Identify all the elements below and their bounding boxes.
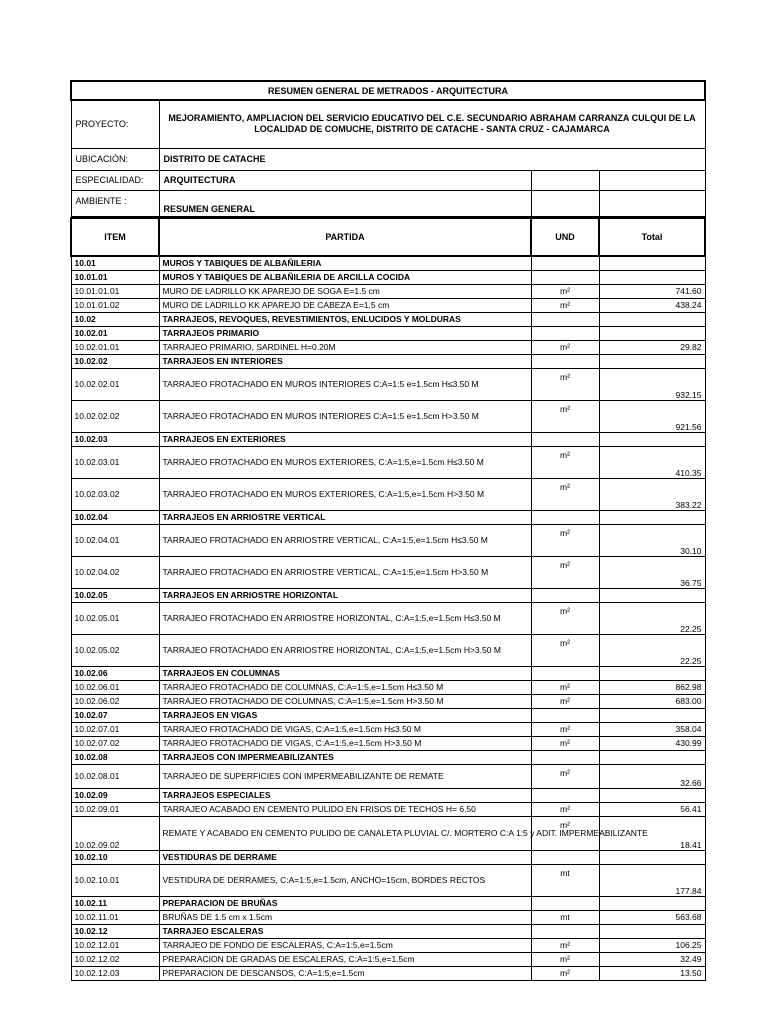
und-cell: m² <box>531 938 599 952</box>
total-cell <box>599 588 705 602</box>
und-cell: m² <box>531 400 599 432</box>
item-cell: 10.02.05.02 <box>71 634 159 666</box>
item-cell: 10.02.08.01 <box>71 764 159 788</box>
table-row <box>71 524 705 556</box>
total-cell: 36.75 <box>599 556 705 588</box>
item-cell: 10.02.04 <box>71 510 159 524</box>
partida-cell: TARRAJEOS EN INTERIORES <box>159 354 531 368</box>
partida-cell: TARRAJEOS EN COLUMNAS <box>159 666 531 680</box>
table-row <box>71 764 705 788</box>
und-cell: m² <box>531 368 599 400</box>
table-header-row <box>71 218 705 256</box>
item-cell: 10.02.09.02 <box>71 816 159 850</box>
und-cell: m² <box>531 446 599 478</box>
table-row <box>71 368 705 400</box>
section-row <box>71 708 705 722</box>
partida-cell: TARRAJEOS, REVOQUES, REVESTIMIENTOS, ENLUCIDOS Y MOLDURAS <box>159 312 531 326</box>
item-cell: 10.02.09 <box>71 788 159 802</box>
partida-cell: TARRAJEO FROTACHADO DE COLUMNAS, C:A=1:5,e=1.5cm H>3.50 M <box>159 694 531 708</box>
und-cell: m² <box>531 694 599 708</box>
table-row <box>71 816 705 850</box>
total-cell <box>599 432 705 446</box>
table-row <box>71 680 705 694</box>
partida-cell: MUROS Y TABIQUES DE ALBAÑILERIA <box>159 256 531 271</box>
und-cell: m² <box>531 298 599 312</box>
total-cell: 177.84 <box>599 864 705 896</box>
section-row <box>71 326 705 340</box>
und-cell: m² <box>531 722 599 736</box>
section-row <box>71 788 705 802</box>
partida-cell: TARRAJEO FROTACHADO EN ARRIOSTRE HORIZONTAL, C:A=1:5,e=1.5cm H≤3.50 M <box>159 602 531 634</box>
total-cell: 683.00 <box>599 694 705 708</box>
partida-cell: TARRAJEO DE FONDO DE ESCALERAS, C:A=1:5,e=1.5cm <box>159 938 531 952</box>
partida-cell: MUROS Y TABIQUES DE ALBAÑILERIA DE ARCILLA COCIDA <box>159 270 531 284</box>
total-cell: 932.15 <box>599 368 705 400</box>
partida-cell: TARRAJEO FROTACHADO EN MUROS EXTERIORES, C:A=1:5,e=1.5cm H≤3.50 M <box>159 446 531 478</box>
total-cell <box>599 708 705 722</box>
und-cell <box>531 326 599 340</box>
und-cell: m² <box>531 966 599 980</box>
partida-cell: TARRAJEO FROTACHADO EN MUROS EXTERIORES, C:A=1:5,e=1.5cm H>3.50 M <box>159 478 531 510</box>
und-cell: m² <box>531 478 599 510</box>
total-cell: 563.68 <box>599 910 705 924</box>
table-row <box>71 910 705 924</box>
und-cell <box>531 896 599 910</box>
und-cell: m² <box>531 952 599 966</box>
item-cell: 10.02.08 <box>71 750 159 764</box>
total-cell <box>599 788 705 802</box>
und-cell: m² <box>531 602 599 634</box>
total-cell <box>599 510 705 524</box>
table-row <box>71 938 705 952</box>
item-cell: 10.01.01 <box>71 270 159 284</box>
item-cell: 10.02.02 <box>71 354 159 368</box>
und-cell <box>531 588 599 602</box>
total-cell <box>599 850 705 864</box>
item-cell: 10.02.01.01 <box>71 340 159 354</box>
section-row <box>71 850 705 864</box>
table-row <box>71 400 705 432</box>
partida-cell: TARRAJEOS EN ARRIOSTRE HORIZONTAL <box>159 588 531 602</box>
table-row <box>71 802 705 816</box>
partida-cell: TARRAJEO FROTACHADO DE COLUMNAS, C:A=1:5,e=1.5cm H≤3.50 M <box>159 680 531 694</box>
und-cell: m² <box>531 764 599 788</box>
proyecto-label: PROYECTO: <box>71 100 159 148</box>
partida-cell: TARRAJEO FROTACHADO DE VIGAS, C:A=1:5,e=1.5cm H>3.50 M <box>159 736 531 750</box>
metrados-sheet <box>70 80 704 981</box>
total-cell <box>599 354 705 368</box>
section-row <box>71 312 705 326</box>
partida-cell: REMATE Y ACABADO EN CEMENTO PULIDO DE CANALETA PLUVIAL C/. MORTERO C:A 1:5 y ADIT. IMPERMEABILIZANTE <box>159 816 531 850</box>
partida-cell: TARRAJEOS EN VIGAS <box>159 708 531 722</box>
partida-cell: TARRAJEO DE SUPERFICIES CON IMPERMEABILIZANTE DE REMATE <box>159 764 531 788</box>
item-cell: 10.02.07 <box>71 708 159 722</box>
item-cell: 10.02.07.01 <box>71 722 159 736</box>
item-cell: 10.02.02.02 <box>71 400 159 432</box>
und-cell <box>531 432 599 446</box>
table-row <box>71 298 705 312</box>
item-cell: 10.02.12.03 <box>71 966 159 980</box>
und-cell: m² <box>531 524 599 556</box>
item-cell: 10.02.12 <box>71 924 159 938</box>
und-cell <box>531 708 599 722</box>
col-und-header: UND <box>531 218 599 256</box>
section-row <box>71 896 705 910</box>
table-row <box>71 864 705 896</box>
item-cell: 10.02.12.01 <box>71 938 159 952</box>
total-cell: 13.50 <box>599 966 705 980</box>
item-cell: 10.02.02.01 <box>71 368 159 400</box>
table-row <box>71 478 705 510</box>
item-cell: 10.02.06.01 <box>71 680 159 694</box>
item-cell: 10.02.03.02 <box>71 478 159 510</box>
col-total-header: Total <box>599 218 705 256</box>
partida-cell: TARRAJEO ACABADO EN CEMENTO PULIDO EN FRISOS DE TECHOS H= 6.50 <box>159 802 531 816</box>
total-cell: 18.41 <box>599 816 705 850</box>
partida-cell: TARRAJEO FROTACHADO EN ARRIOSTRE HORIZONTAL, C:A=1:5,e=1.5cm H>3.50 M <box>159 634 531 666</box>
ubicacion-label: UBICACIÓN: <box>71 148 159 170</box>
und-cell: m² <box>531 634 599 666</box>
partida-cell: TARRAJEOS ESPECIALES <box>159 788 531 802</box>
partida-cell: TARRAJEOS EN ARRIOSTRE VERTICAL <box>159 510 531 524</box>
partida-cell: PREPARACION DE DESCANSOS, C:A=1:5,e=1.5cm <box>159 966 531 980</box>
und-cell: m² <box>531 736 599 750</box>
und-cell: m² <box>531 340 599 354</box>
und-cell: mt <box>531 864 599 896</box>
und-cell <box>531 666 599 680</box>
item-cell: 10.02.10.01 <box>71 864 159 896</box>
partida-cell: VESTIDURA DE DERRAMES, C:A=1:5,e=1.5cm, ANCHO=15cm, BORDES RECTOS <box>159 864 531 896</box>
empty-cell <box>599 190 705 216</box>
partida-cell: TARRAJEO ESCALERAS <box>159 924 531 938</box>
table-row <box>71 556 705 588</box>
partida-cell: TARRAJEO FROTACHADO DE VIGAS, C:A=1:5,e=1.5cm H≤3.50 M <box>159 722 531 736</box>
und-cell <box>531 256 599 271</box>
und-cell <box>531 270 599 284</box>
total-cell: 30.10 <box>599 524 705 556</box>
partida-cell: MURO DE LADRILLO KK APAREJO DE SOGA E=1.5 cm <box>159 284 531 298</box>
und-cell <box>531 510 599 524</box>
item-cell: 10.02.04.01 <box>71 524 159 556</box>
especialidad-value: ARQUITECTURA <box>159 170 531 190</box>
partida-cell: PREPARACION DE BRUÑAS <box>159 896 531 910</box>
ambiente-label: AMBIENTE : <box>71 190 159 216</box>
item-cell: 10.02.03 <box>71 432 159 446</box>
total-cell: 741.60 <box>599 284 705 298</box>
ubicacion-value: DISTRITO DE CATACHE <box>159 148 705 170</box>
total-cell <box>599 326 705 340</box>
section-row <box>71 432 705 446</box>
table-row <box>71 284 705 298</box>
total-cell: 410.35 <box>599 446 705 478</box>
item-cell: 10.02.11 <box>71 896 159 910</box>
partida-cell: TARRAJEO FROTACHADO EN MUROS INTERIORES C:A=1:5 e=1.5cm H>3.50 M <box>159 400 531 432</box>
total-cell: 32.49 <box>599 952 705 966</box>
total-cell: 383.22 <box>599 478 705 510</box>
table-row <box>71 340 705 354</box>
section-row <box>71 666 705 680</box>
header-table <box>70 80 706 217</box>
table-row <box>71 694 705 708</box>
ambiente-value: RESUMEN GENERAL <box>159 190 531 216</box>
item-cell: 10.02.01 <box>71 326 159 340</box>
item-cell: 10.02.10 <box>71 850 159 864</box>
total-cell <box>599 896 705 910</box>
partida-cell: TARRAJEOS CON IMPERMEABILIZANTES <box>159 750 531 764</box>
col-partida-header: PARTIDA <box>159 218 531 256</box>
total-cell: 438.24 <box>599 298 705 312</box>
item-cell: 10.02.09.01 <box>71 802 159 816</box>
item-cell: 10.02.03.01 <box>71 446 159 478</box>
partida-cell: TARRAJEO PRIMARIO, SARDINEL H=0.20M <box>159 340 531 354</box>
partida-cell: VESTIDURAS DE DERRAME <box>159 850 531 864</box>
und-cell <box>531 788 599 802</box>
partida-cell: TARRAJEO FROTACHADO EN MUROS INTERIORES C:A=1:5 e=1.5cm H≤3.50 M <box>159 368 531 400</box>
empty-cell <box>531 190 599 216</box>
section-row <box>71 924 705 938</box>
table-row <box>71 722 705 736</box>
table-row <box>71 446 705 478</box>
und-cell <box>531 924 599 938</box>
item-cell: 10.02.06 <box>71 666 159 680</box>
total-cell <box>599 666 705 680</box>
partida-cell: TARRAJEOS EN EXTERIORES <box>159 432 531 446</box>
total-cell: 22.25 <box>599 602 705 634</box>
item-cell: 10.01.01.02 <box>71 298 159 312</box>
item-cell: 10.02.11.01 <box>71 910 159 924</box>
especialidad-label: ESPECIALIDAD: <box>71 170 159 190</box>
total-cell: 862.98 <box>599 680 705 694</box>
table-body <box>71 256 705 981</box>
table-row <box>71 966 705 980</box>
section-row <box>71 256 705 271</box>
total-cell: 358.04 <box>599 722 705 736</box>
total-cell: 32.66 <box>599 764 705 788</box>
empty-cell <box>599 170 705 190</box>
table-row <box>71 634 705 666</box>
und-cell <box>531 850 599 864</box>
table-row <box>71 736 705 750</box>
total-cell <box>599 270 705 284</box>
partida-cell: TARRAJEO FROTACHADO EN ARRIOSTRE VERTICAL, C:A=1:5,e=1.5cm H>3.50 M <box>159 556 531 588</box>
section-row <box>71 354 705 368</box>
und-cell <box>531 312 599 326</box>
total-cell <box>599 312 705 326</box>
section-row <box>71 270 705 284</box>
partida-cell: PREPARACION DE GRADAS DE ESCALERAS, C:A=1:5,e=1.5cm <box>159 952 531 966</box>
table-row <box>71 602 705 634</box>
total-cell: 106.25 <box>599 938 705 952</box>
total-cell <box>599 256 705 271</box>
col-item-header: ITEM <box>71 218 159 256</box>
item-cell: 10.02.04.02 <box>71 556 159 588</box>
und-cell: m² <box>531 680 599 694</box>
item-cell: 10.02.05 <box>71 588 159 602</box>
total-cell <box>599 924 705 938</box>
total-cell: 22.25 <box>599 634 705 666</box>
und-cell <box>531 750 599 764</box>
und-cell: m² <box>531 556 599 588</box>
partida-cell: MURO DE LADRILLO KK APAREJO DE CABEZA E=1.5 cm <box>159 298 531 312</box>
item-cell: 10.02.06.02 <box>71 694 159 708</box>
section-row <box>71 510 705 524</box>
page-title: RESUMEN GENERAL DE METRADOS - ARQUITECTURA <box>71 81 705 100</box>
und-cell: m² <box>531 816 599 850</box>
metrados-table <box>70 217 706 981</box>
total-cell <box>599 750 705 764</box>
und-cell: mt <box>531 910 599 924</box>
section-row <box>71 588 705 602</box>
total-cell: 921.56 <box>599 400 705 432</box>
partida-cell: BRUÑAS DE 1.5 cm x 1.5cm <box>159 910 531 924</box>
table-row <box>71 952 705 966</box>
proyecto-value: MEJORAMIENTO, AMPLIACION DEL SERVICIO EDUCATIVO DEL C.E. SECUNDARIO ABRAHAM CARRANZA CULQUI DE LA LOCALIDAD DE COMUCHE, DISTRITO DE CATACHE - SANTA CRUZ - CAJAMARCA <box>159 100 705 148</box>
section-row <box>71 750 705 764</box>
partida-cell: TARRAJEOS PRIMARIO <box>159 326 531 340</box>
empty-cell <box>531 170 599 190</box>
und-cell: m² <box>531 284 599 298</box>
item-cell: 10.02.07.02 <box>71 736 159 750</box>
und-cell: m² <box>531 802 599 816</box>
und-cell <box>531 354 599 368</box>
item-cell: 10.01.01.01 <box>71 284 159 298</box>
total-cell: 56.41 <box>599 802 705 816</box>
item-cell: 10.01 <box>71 256 159 271</box>
item-cell: 10.02 <box>71 312 159 326</box>
total-cell: 29.82 <box>599 340 705 354</box>
item-cell: 10.02.05.01 <box>71 602 159 634</box>
partida-cell: TARRAJEO FROTACHADO EN ARRIOSTRE VERTICAL, C:A=1:5,e=1.5cm H≤3.50 M <box>159 524 531 556</box>
total-cell: 430.99 <box>599 736 705 750</box>
item-cell: 10.02.12.02 <box>71 952 159 966</box>
